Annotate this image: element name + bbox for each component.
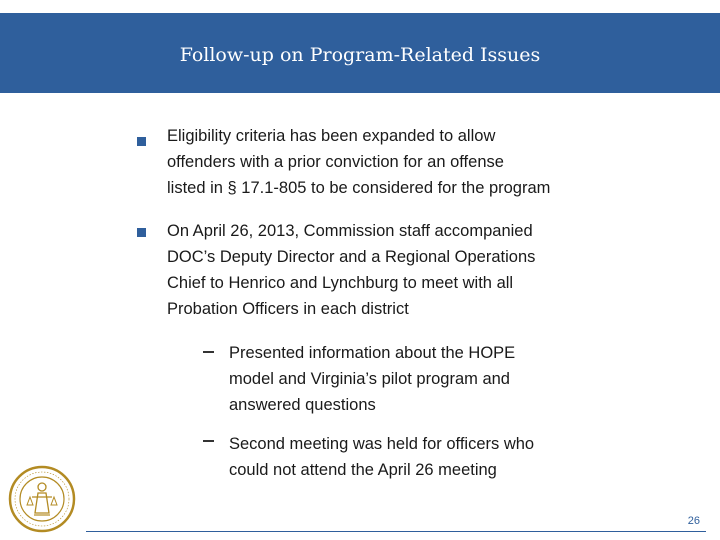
subbullet-1-line-1: Presented information about the HOPE	[229, 344, 516, 362]
commission-seal-logo-icon	[8, 465, 76, 533]
bullet-1	[167, 123, 550, 201]
bullet-2	[167, 218, 535, 322]
bullet-2-line-1: On April 26, 2013, Commission staff accompanied	[167, 222, 533, 240]
bullet-1-line-2: offenders with a prior conviction for an offense	[167, 153, 504, 171]
subbullet-1-line-3: answered questions	[229, 396, 376, 414]
bullet-2-line-4: Probation Officers in each district	[167, 300, 409, 318]
bullet-2-line-2: DOC’s Deputy Director and a Regional Operations	[167, 248, 536, 266]
footer-rule	[86, 531, 706, 532]
bullet-1-line-1: Eligibility criteria has been expanded to allow	[167, 127, 496, 145]
slide-title: Follow-up on Program-Related Issues	[179, 44, 541, 66]
bullet-2-line-3: Chief to Henrico and Lynchburg to meet with all	[167, 274, 514, 292]
bullet-marker-icon	[137, 137, 146, 146]
title-banner	[0, 13, 720, 93]
bullet-1-line-3: listed in § 17.1-805 to be considered for the program	[167, 179, 551, 197]
subbullet-1-line-2: model and Virginia’s pilot program and	[229, 370, 510, 388]
subbullet-2-line-1: Second meeting was held for officers who	[229, 435, 535, 453]
dash-marker-icon	[203, 351, 214, 353]
dash-marker-icon	[203, 440, 214, 442]
page-number: 26	[687, 515, 700, 527]
subbullet-1	[229, 340, 515, 418]
subbullet-2	[229, 431, 534, 483]
bullet-marker-icon	[137, 228, 146, 237]
subbullet-2-line-2: could not attend the April 26 meeting	[229, 461, 497, 479]
